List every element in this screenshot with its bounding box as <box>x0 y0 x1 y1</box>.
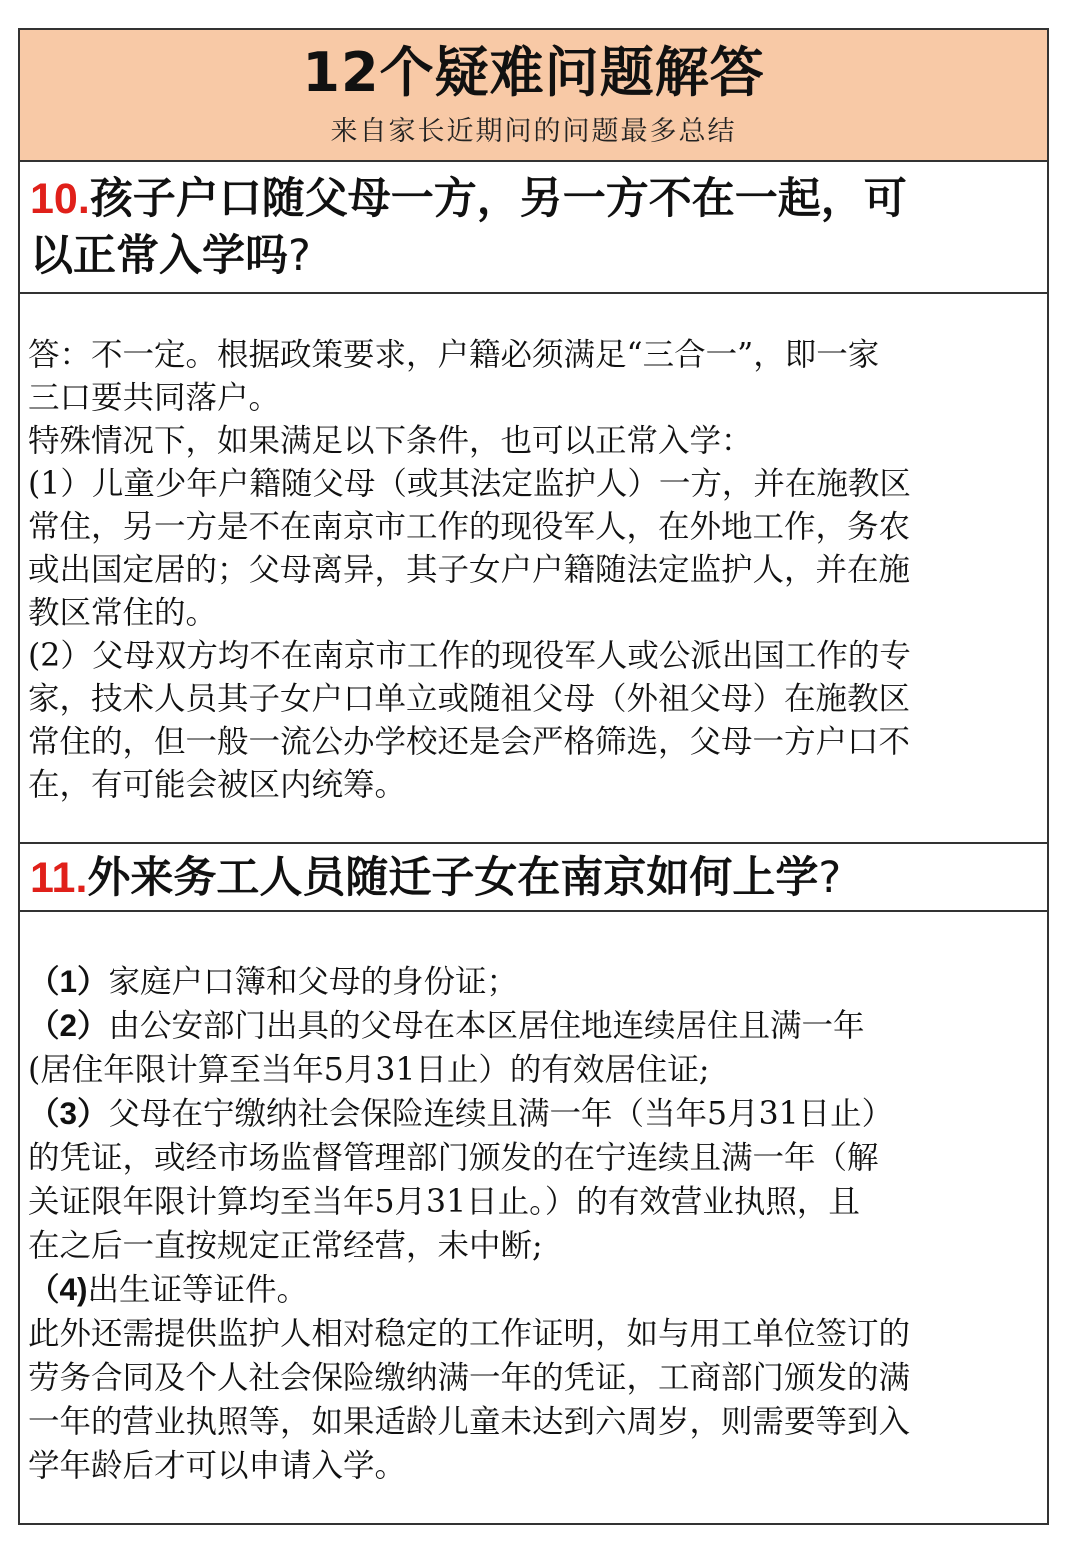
answer-line: 三口要共同落户。 <box>28 380 281 416</box>
item-text: 出生证等证件。 <box>87 1272 309 1308</box>
answer-line: 在，有可能会被区内统筹。 <box>28 767 407 803</box>
item-text: 此外还需提供监护人相对稳定的工作证明，如与用工单位签订的 <box>28 1316 911 1352</box>
header-banner <box>20 30 1047 162</box>
answer-line: 特殊情况下，如果满足以下条件，也可以正常入学： <box>28 423 753 459</box>
item-number: （1） <box>28 963 109 999</box>
question-number: 10. <box>30 175 90 223</box>
item-number: （4) <box>28 1271 88 1307</box>
answer-line: (1）儿童少年户籍随父母（或其法定监护人）一方，并在施教区 <box>28 466 911 502</box>
item-text: 由公安部门出具的父母在本区居住地连续居住且满一年 <box>108 1008 865 1044</box>
question-mark: ? <box>818 853 842 903</box>
page-subtitle: 来自家长近期问的问题最多总结 <box>330 116 737 147</box>
document-page <box>18 28 1049 1525</box>
item-text: (居住年限计算至当年5月31日止）的有效居住证; <box>28 1052 710 1088</box>
question-10 <box>20 162 1047 294</box>
question-number: 11. <box>30 854 88 902</box>
answer-line: (2）父母双方均不在南京市工作的现役军人或公派出国工作的专 <box>28 638 911 674</box>
answer-line: 常住，另一方是不在南京市工作的现役军人，在外地工作，务农 <box>28 509 911 545</box>
question-text-line-1: 孩子户口随父母一方，另一方不在一起，可 <box>89 174 907 224</box>
page-title: 12个疑难问题解答 <box>302 41 765 104</box>
question-11 <box>20 842 1047 912</box>
question-text-line-2: 以正常入学吗 <box>30 231 288 281</box>
item-number: （2） <box>28 1007 109 1043</box>
item-text: 关证限年限计算均至当年5月31日止。）的有效营业执照，且 <box>28 1184 860 1220</box>
item-text: 学年龄后才可以申请入学。 <box>28 1448 407 1484</box>
item-text: 一年的营业执照等，如果适龄儿童未达到六周岁，则需要等到入 <box>28 1404 911 1440</box>
answer-line: 家，技术人员其子女户口单立或随祖父母（外祖父母）在施教区 <box>28 681 911 717</box>
answer-line: 常住的，但一般一流公办学校还是会严格筛选，父母一方户口不 <box>28 724 911 760</box>
question-text: 外来务工人员随迁子女在南京如何上学 <box>87 853 819 903</box>
item-text: 在之后一直按规定正常经营，未中断; <box>28 1228 543 1264</box>
item-text: 的凭证，或经市场监督管理部门颁发的在宁连续且满一年（解 <box>28 1140 879 1176</box>
answer-line: 教区常住的。 <box>28 595 218 631</box>
answer-line: 答：不一定。根据政策要求，户籍必须满足“三合一”，即一家 <box>28 337 880 373</box>
item-text: 劳务合同及个人社会保险缴纳满一年的凭证，工商部门颁发的满 <box>28 1360 911 1396</box>
item-text: 父母在宁缴纳社会保险连续且满一年（当年5月31日止） <box>108 1096 894 1132</box>
question-mark: ? <box>288 231 311 281</box>
item-number: （3） <box>28 1095 109 1131</box>
item-text: 家庭户口簿和父母的身份证； <box>108 964 519 1000</box>
answer-line: 或出国定居的；父母离异，其子女户户籍随法定监护人，并在施 <box>28 552 911 588</box>
answer-11 <box>20 960 1047 1488</box>
answer-10 <box>20 334 1047 807</box>
